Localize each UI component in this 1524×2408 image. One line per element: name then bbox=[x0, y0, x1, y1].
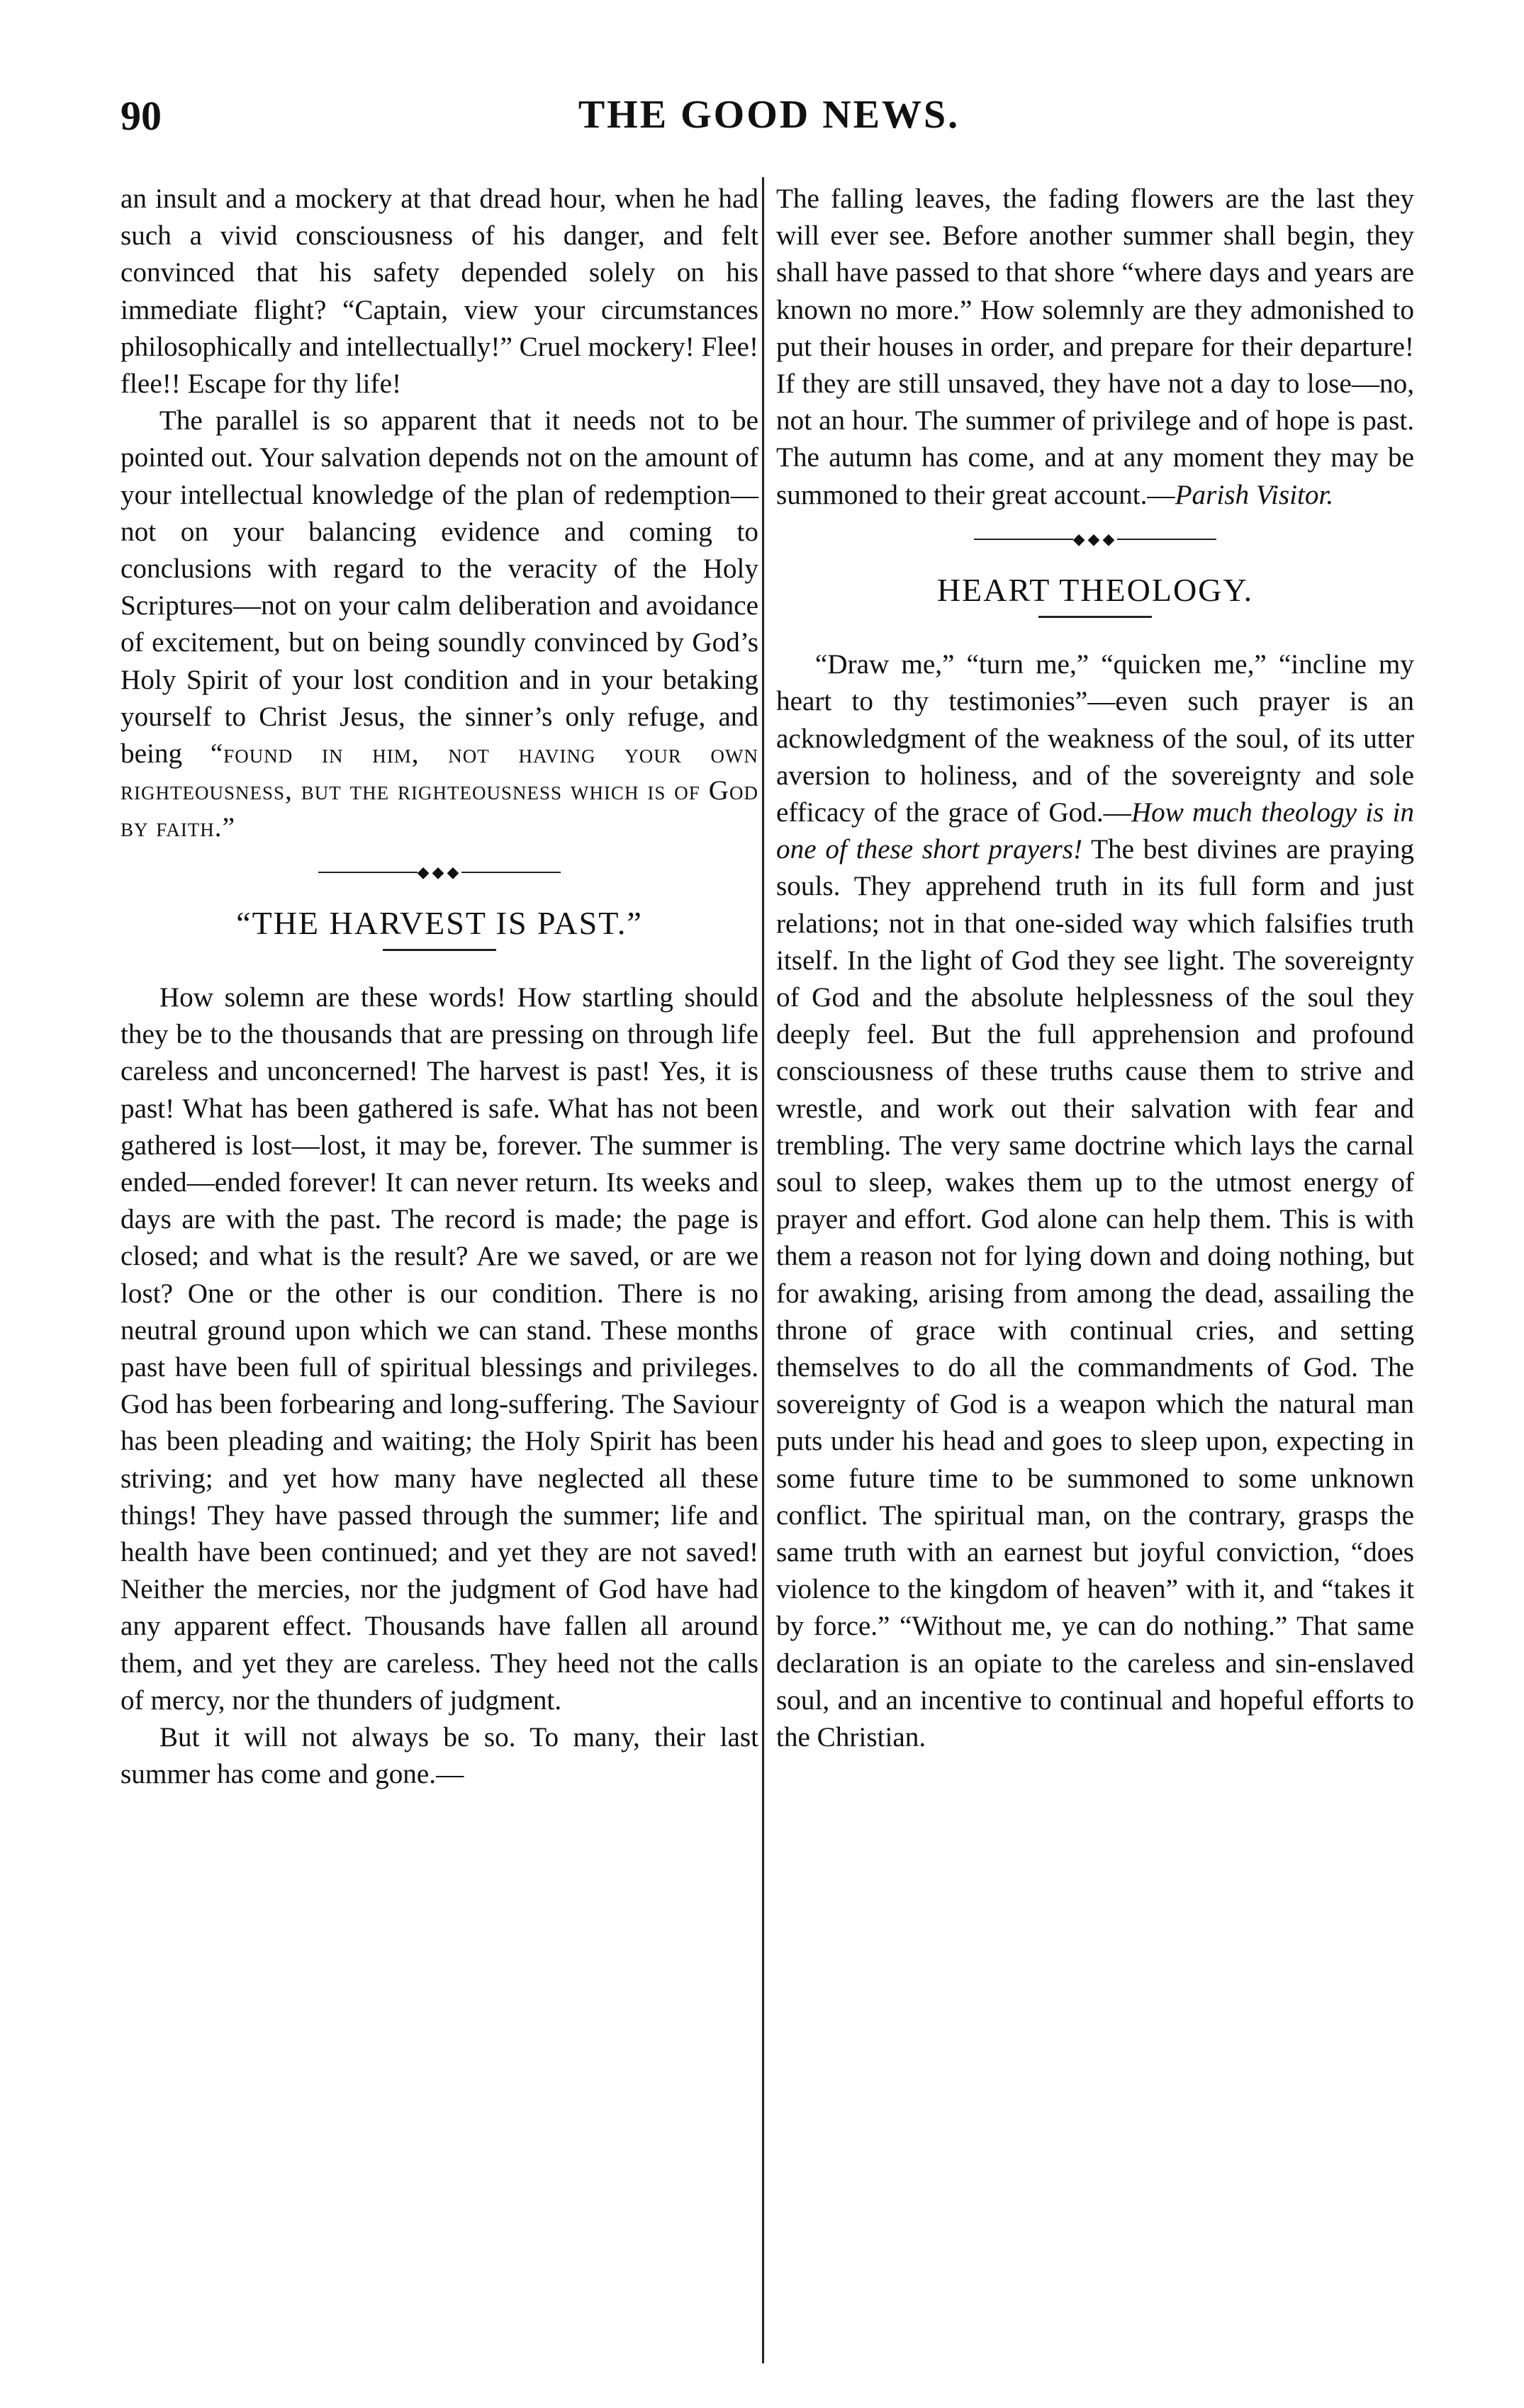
article-paragraph bbox=[121, 403, 758, 846]
article-paragraph: How solemn are these words! How startling should they be to the thousands that are pressing on through life careless and unconcerned! The harvest is past! Yes, it is past! What has been gathered is safe. What has not been gathered is lost—lost, it may be, forever. The summer is ended—ended forever! It can never return. Its weeks and days are with the past. The record is made; the page is closed; and what is the result? Are we saved, or are we lost? One or the other is our condition. There is no neutral ground upon which we can stand. These months past have been full of spiritual blessings and privileges. God has been forbearing and long-suffering. The Saviour has been pleading and waiting; the Holy Spirit has been striving; and yet how many have neglected all these things! They have passed through the summer; life and health have been continued; and yet they are not saved! Neither the mercies, nor the judgment of God have had any apparent effect. Thousands have fallen all around them, and yet they are careless. They heed not the calls of mercy, nor the thunders of judgment. bbox=[121, 981, 758, 1716]
title-rule bbox=[1038, 616, 1152, 618]
article-text: The parallel is so apparent that it needs not to be pointed out. Your salvation depends not on the amount of your intellectual knowledge of the plan of redemption—not on your balancing evidence and coming to conclusions with regard to the veracity of the Holy Scriptures—not on your calm deliberation and avoidance of excitement, but on being soundly convinced by God’s Holy Spirit of your lost condition and in your betaking yourself to Christ Jesus, the sinner’s only refuge, and being bbox=[121, 405, 758, 770]
article-continuation bbox=[776, 181, 1414, 514]
article-text: “Draw me,” “turn me,” “quicken me,” “incline my heart to thy testimonies”—even such prayer is an acknowledgment of the weakness of the soul, of its utter aversion to holiness, and of the sovereignty and sole efficacy of the grace of God.— bbox=[776, 649, 1414, 828]
right-column bbox=[776, 181, 1414, 1756]
page-header bbox=[121, 92, 1418, 149]
article-paragraph bbox=[776, 646, 1414, 1756]
section-ornament bbox=[121, 857, 758, 887]
column-divider bbox=[762, 177, 764, 2363]
title-rule bbox=[383, 949, 496, 951]
ornament-diamonds: ◆◆◆ bbox=[417, 862, 462, 881]
italic-emphasis: How much theology is in one of these short prayers! bbox=[776, 797, 1415, 865]
section-title-harvest: “THE HARVEST IS PAST.” bbox=[236, 904, 643, 941]
running-title: THE GOOD NEWS. bbox=[578, 93, 960, 137]
page-number: 90 bbox=[121, 93, 162, 139]
left-column bbox=[121, 181, 758, 1793]
article-source: Parish Visitor. bbox=[1175, 479, 1334, 510]
article-continuation: an insult and a mockery at that dread hour, when he had such a vivid consciousness of his danger, and felt convinced that his safety depended solely on his immediate flight? “Captain, view your circumstances philosophically and intellectually!” Cruel mockery! Flee! flee!! Escape for thy life! bbox=[121, 184, 758, 400]
article-text: The best divines are praying souls. They apprehend truth in its full form and just relations; not in that one-sided way which falsifies truth itself. In the light of God they see light. The sovereignty of God and the absolute helplessness of the soul they deeply feel. But the full apprehension and profound consciousness of these truths cause them to strive and wrestle, and work out their salvation with fear and trembling. The very same doctrine which lays the carnal soul to sleep, wakes them up to the utmost energy of prayer and effort. God alone can help them. This is with them a reason not for lying down and doing nothing, but for awaking, arising from among the dead, assailing the throne of grace with continual cries, and setting themselves to do all the commandments of God. The sovereignty of God is a weapon which the natural man puts under his head and goes to sleep upon, expecting in some future time to be summoned to some unknown conflict. The spiritual man, on the contrary, grasps the same truth with an earnest but joyful conviction, “does violence to the kingdom of heaven” with it, and “takes it by force.” “Without me, ye can do nothing.” That same declaration is an opiate to the careless and sin-enslaved soul, and an incentive to continual and hopeful efforts to the Christian. bbox=[776, 834, 1414, 1753]
ornament-diamonds: ◆◆◆ bbox=[1072, 529, 1118, 548]
scripture-quote: “found in him, not having your own righteousness, but the righteousness which is of God by faith.” bbox=[121, 738, 759, 843]
article-text: The falling leaves, the fading flowers are the last they will ever see. Before another summer shall begin, they shall have passed to that shore “where days and years are known no more.” How solemnly are they admonished to put their houses in order, and prepare for their departure! If they are still unsaved, they have not a day to lose—no, not an hour. The summer of privilege and of hope is past. The autumn has come, and at any moment they may be summoned to their great account.— bbox=[776, 184, 1414, 510]
section-title-heart-theology: HEART THEOLOGY. bbox=[936, 571, 1254, 608]
section-ornament bbox=[776, 524, 1414, 553]
article-paragraph: But it will not always be so. To many, their last summer has come and gone.— bbox=[121, 1722, 758, 1790]
